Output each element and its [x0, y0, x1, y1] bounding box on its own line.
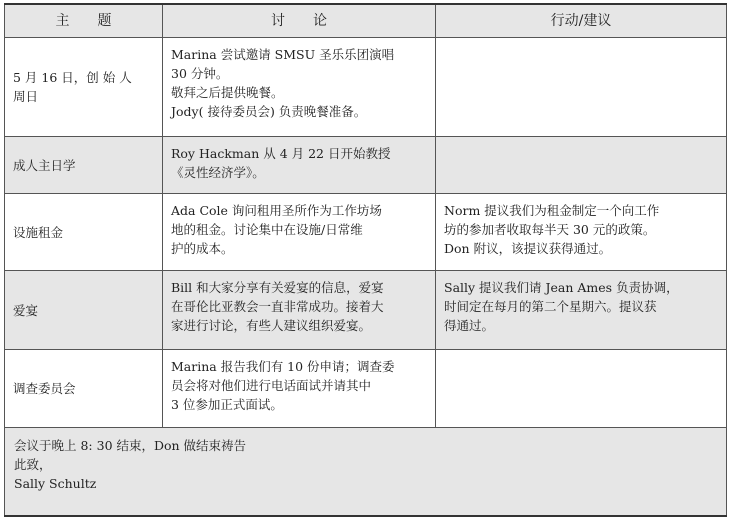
signature-name: Sally Schultz: [14, 476, 97, 491]
action-line: Don 附议，该提议获得通过。: [444, 241, 612, 256]
action-cell: [436, 194, 727, 271]
action-line: 坊的参加者收取每半天 30 元的政策。: [444, 222, 656, 237]
discussion-line: Ada Cole 询问租用圣所作为工作坊场: [171, 203, 382, 218]
action-cell: [436, 137, 727, 194]
topic-line: 5 月 16 日，创 始 人: [13, 70, 132, 85]
table-row: [5, 194, 727, 271]
action-line: Norm 提议我们为租金制定一个向工作: [444, 203, 660, 218]
header-topic: 主 题: [5, 4, 163, 38]
discussion-line: 员会将对他们进行电话面试并请其中: [171, 378, 372, 393]
discussion-line: 《灵性经济学》。: [171, 165, 265, 180]
table-row: [5, 38, 727, 137]
discussion-line: 家进行讨论，有些人建议组织爱宴。: [171, 318, 372, 333]
discussion-line: Bill 和大家分享有关爱宴的信息，爱宴: [171, 280, 384, 295]
meeting-minutes-table: [4, 3, 727, 517]
header-discussion: 讨 论: [163, 4, 436, 38]
discussion-line: Marina 尝试邀请 SMSU 圣乐乐团演唱: [171, 47, 395, 62]
topic-cell: [5, 350, 163, 428]
topic-line: 设施租金: [13, 224, 64, 240]
table-row: [5, 137, 727, 194]
closing-note: [5, 428, 727, 516]
topic-cell: [5, 137, 163, 194]
action-cell: [436, 350, 727, 428]
closing-line: 会议于晚上 8: 30 结束，Don 做结束祷告: [14, 438, 247, 453]
action-line: 时间定在每月的第二个星期六。提议获: [444, 299, 657, 314]
topic-line: 调查委员会: [13, 381, 76, 396]
header-action: 行动/建议: [436, 4, 727, 38]
discussion-line: 在哥伦比亚教会一直非常成功。接着大: [171, 299, 384, 314]
discussion-cell: [163, 194, 436, 271]
action-line: 得通过。: [444, 318, 495, 333]
action-line: Sally 提议我们请 Jean Ames 负责协调，: [444, 280, 679, 295]
topic-cell: [5, 194, 163, 271]
topic-line: 周日: [13, 89, 39, 104]
action-cell: [436, 271, 727, 350]
discussion-cell: [163, 350, 436, 428]
discussion-cell: [163, 271, 436, 350]
topic-line: 成人主日学: [13, 157, 76, 173]
discussion-line: 护的成本。: [171, 241, 234, 256]
table-row: [5, 271, 727, 350]
discussion-line: Marina 报告我们有 10 份申请；调查委: [171, 359, 395, 374]
discussion-cell: [163, 38, 436, 137]
topic-cell: [5, 271, 163, 350]
table-row: [5, 350, 727, 428]
discussion-line: Roy Hackman 从 4 月 22 日开始教授: [171, 146, 391, 161]
discussion-line: 敬拜之后提供晚餐。: [171, 85, 284, 100]
discussion-line: 30 分钟。: [171, 66, 229, 81]
closing-salutation: 此致，: [14, 457, 52, 472]
discussion-line: Jody( 接待委员会) 负责晚餐准备。: [171, 104, 367, 119]
action-cell: [436, 38, 727, 137]
table-header-row: [5, 4, 727, 38]
discussion-line: 地的租金。讨论集中在设施/日常维: [171, 222, 363, 237]
topic-cell: [5, 38, 163, 137]
topic-line: 爱宴: [13, 302, 39, 318]
discussion-cell: [163, 137, 436, 194]
footer-row: [5, 428, 727, 516]
discussion-line: 3 位参加正式面试。: [171, 397, 283, 412]
